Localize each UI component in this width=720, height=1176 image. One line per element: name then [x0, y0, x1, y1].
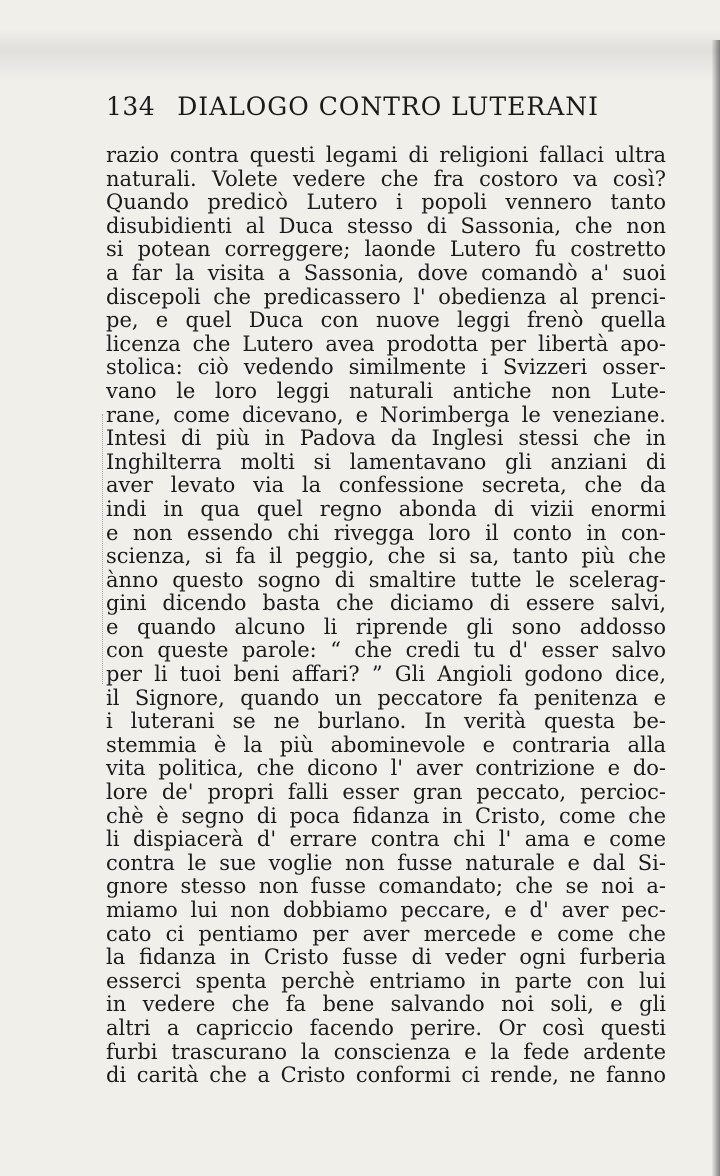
text-line: vano le loro leggi naturali antiche non Lute- — [106, 378, 666, 403]
text-line: di carità che a Cristo conformi ci rende, ne fanno — [106, 1063, 666, 1088]
text-line: con queste parole: “ che credi tu d' esser salvo — [106, 638, 666, 663]
body-text — [106, 144, 666, 1088]
text-line: per li tuoi beni affari? ” Gli Angioli godono dice, — [106, 662, 666, 687]
text-line: si potean correggere; laonde Lutero fu costretto — [106, 237, 666, 262]
text-line: miamo lui non dobbiamo peccare, e d' aver pec- — [106, 898, 666, 922]
text-line: altri a capriccio facendo perire. Or così questi — [106, 1015, 666, 1040]
text-line: disubidienti al Duca stesso di Sassonia, che non — [106, 213, 666, 238]
text-line: indi in qua quel regno abonda di vizii enormi — [106, 496, 666, 521]
text-line: lore de' propri falli esser gran peccato, percioc- — [106, 780, 666, 805]
scan-shadow-top — [0, 30, 720, 80]
text-line: naturali. Volete vedere che fra costoro va così? — [106, 166, 666, 191]
text-line: Quando predicò Lutero i popoli vennero tanto — [106, 190, 666, 215]
text-line: ànno questo sogno di smaltire tutte le scelerag- — [106, 567, 666, 592]
text-line: furbi trascurano la conscienza e la fede ardente — [106, 1039, 666, 1064]
page-number: 134 — [106, 92, 156, 121]
text-line: cato ci pentiamo per aver mercede e come che — [106, 921, 666, 946]
text-line: esserci spenta perchè entriamo in parte con lui — [106, 968, 666, 993]
text-line: chè è segno di poca fidanza in Cristo, come che — [106, 803, 666, 828]
text-line: gnore stesso non fusse comandato; che se noi a- — [106, 874, 666, 899]
text-line: gini dicendo basta che diciamo di essere salvi, — [106, 591, 666, 616]
scan-edge-right — [712, 40, 720, 1176]
text-line: il Signore, quando un peccatore fa penitenza e — [106, 685, 666, 710]
text-line: contra le sue voglie non fusse naturale e dal Si- — [106, 850, 666, 875]
page-header — [106, 92, 666, 132]
text-line: Inghilterra molti si lamentavano gli anziani di — [106, 449, 666, 474]
text-line: rane, come dicevano, e Norimberga le veneziane. — [106, 402, 666, 427]
text-line: Intesi di più in Padova da Inglesi stessi che in — [106, 426, 666, 451]
text-line: licenza che Lutero avea prodotta per libertà apo- — [106, 331, 666, 356]
text-line: scienza, si fa il peggio, che si sa, tanto più che — [106, 544, 666, 569]
text-line: vita politica, che dicono l' aver contrizione e do- — [106, 756, 666, 781]
text-line: i luterani se ne burlano. In verità questa be- — [106, 709, 666, 734]
text-line: stolica: ciò vedendo similmente i Svizzeri osser- — [106, 355, 666, 380]
text-line: in vedere che fa bene salvando noi soli, e gli — [106, 992, 666, 1017]
text-line: li dispiacerà d' errare contra chi l' ama e come — [106, 827, 666, 852]
text-line: a far la visita a Sassonia, dove comandò a' suoi — [106, 260, 666, 285]
text-line: pe, e quel Duca con nuove leggi frenò quella — [106, 308, 666, 333]
text-line: e non essendo chi rivegga loro il conto in con- — [106, 520, 666, 545]
text-line: la fidanza in Cristo fusse di veder ogni furberia — [106, 945, 666, 970]
text-line: stemmia è la più abominevole e contraria alla — [106, 732, 666, 757]
text-line: aver levato via la confessione secreta, che da — [106, 473, 666, 498]
text-line: razio contra questi legami di religioni fallaci ultra — [106, 143, 666, 167]
text-line: discepoli che predicassero l' obedienza al prenci- — [106, 284, 666, 309]
running-title: DIALOGO CONTRO LUTERANI — [177, 92, 599, 121]
text-line: e quando alcuno li riprende gli sono addosso — [106, 614, 666, 639]
